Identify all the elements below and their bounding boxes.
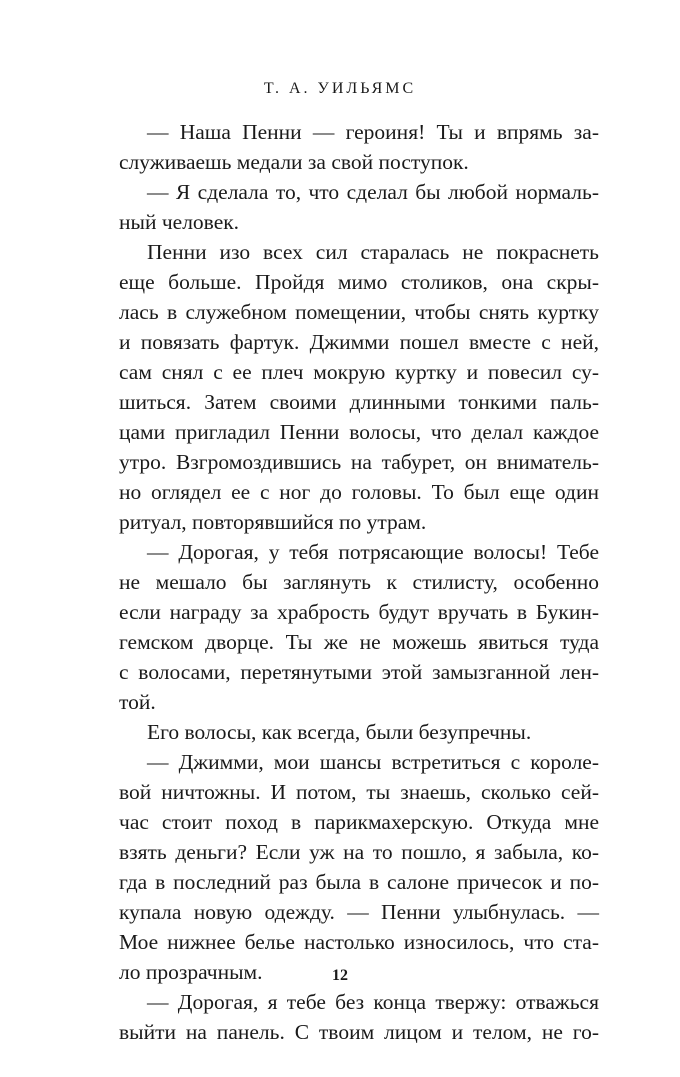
text-line: взять деньги? Если уж на то пошло, я забыла, ко- xyxy=(119,840,599,864)
text-line: Его волосы, как всегда, были безупречны. xyxy=(147,720,532,744)
page-number: 12 xyxy=(332,967,348,984)
text-line: гемском дворце. Ты же не можешь явиться туда xyxy=(119,630,599,654)
text-line: служиваешь медали за свой поступок. xyxy=(119,150,469,174)
text-line: не мешало бы заглянуть к стилисту, особенно xyxy=(119,570,599,594)
text-line: купала новую одежду. — Пенни улыбнулась. — xyxy=(119,900,599,924)
text-line: той. xyxy=(119,690,156,714)
text-line: — Я сделала то, что сделал бы любой нормаль- xyxy=(147,180,599,204)
text-line: лась в служебном помещении, чтобы снять куртку xyxy=(119,300,599,324)
text-line: — Дорогая, у тебя потрясающие волосы! Тебе xyxy=(147,540,599,564)
text-line: — Наша Пенни — героиня! Ты и впрямь за- xyxy=(147,120,599,144)
text-line: час стоит поход в парикмахерскую. Откуда мне xyxy=(119,810,599,834)
text-line: утро. Взгромоздившись на табурет, он вниматель- xyxy=(119,450,599,474)
text-line: но оглядел ее с ног до головы. То был еще один xyxy=(119,480,599,504)
text-line: — Джимми, мои шансы встретиться с королe- xyxy=(147,750,599,774)
text-line: цами пригладил Пенни волосы, что делал каждое xyxy=(119,420,599,444)
text-line: еще больше. Пройдя мимо столиков, она скры- xyxy=(119,270,599,294)
text-line: гда в последний раз была в салоне причесок и по- xyxy=(119,870,599,894)
body-text xyxy=(119,117,599,1047)
text-line: выйти на панель. С твоим лицом и телом, не го- xyxy=(119,1020,599,1044)
text-line: с волосами, перетянутыми этой замызганной лен- xyxy=(119,660,599,684)
text-line: Пенни изо всех сил старалась не покраснеть xyxy=(147,240,599,264)
text-line: ло прозрачным. xyxy=(119,960,263,984)
text-line: и повязать фартук. Джимми пошел вместе с ней, xyxy=(119,330,599,354)
text-line: шиться. Затем своими длинными тонкими паль- xyxy=(119,390,599,414)
text-line: Мое нижнее белье настолько износилось, что ста- xyxy=(119,930,599,954)
text-line: если награду за храбрость будут вручать в Букин- xyxy=(119,600,599,624)
text-line: сам снял с ее плеч мокрую куртку и повесил су- xyxy=(119,360,599,384)
text-line: вой ничтожны. И потом, ты знаешь, сколько сей- xyxy=(119,780,599,804)
running-head: Т. А. УИЛЬЯМС xyxy=(263,80,417,97)
text-line: ритуал, повторявшийся по утрам. xyxy=(119,510,427,534)
text-line: — Дорогая, я тебе без конца твержу: отважься xyxy=(147,990,599,1014)
text-line: ный человек. xyxy=(119,210,240,234)
